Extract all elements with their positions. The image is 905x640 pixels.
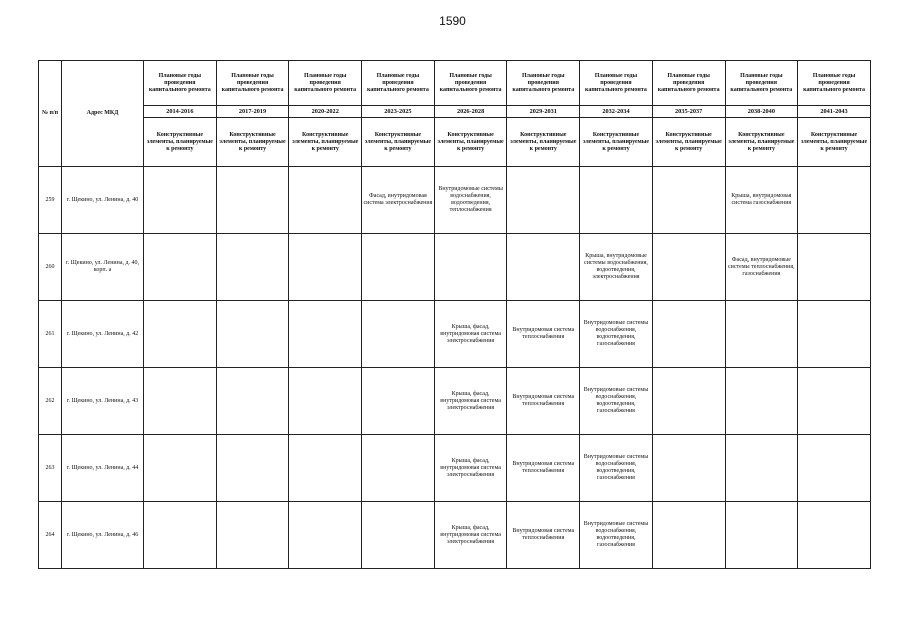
repair-elements-cell [362,502,435,569]
period-years-header: 2014-2016 [144,106,217,118]
repair-elements-cell [362,301,435,368]
period-title-header: Плановые годы проведения капитального ремонта [652,61,725,106]
table-row [39,167,871,234]
repair-elements-cell [507,167,580,234]
repair-elements-cell: Внутридомовые системы водоснабжения, водоотведения, газоснабжения [580,435,653,502]
row-number-cell: 264 [39,502,62,569]
repair-elements-cell: Внутридомовые системы водоснабжения, водоотведения, теплоснабжения [434,167,507,234]
period-years-header: 2035-2037 [652,106,725,118]
repair-elements-cell [362,368,435,435]
table-body [39,167,871,569]
period-elements-header: Конструктивные элементы, планируемые к ремонту [289,118,362,167]
repair-elements-cell [798,368,871,435]
repair-elements-cell [580,167,653,234]
repair-elements-cell [289,167,362,234]
period-years-header: 2026-2028 [434,106,507,118]
repair-elements-cell [652,368,725,435]
repair-elements-cell [362,435,435,502]
repair-elements-cell: Внутридомовые системы водоснабжения, водоотведения, газоснабжения [580,368,653,435]
repair-elements-cell [144,234,217,301]
row-number-cell: 260 [39,234,62,301]
repair-elements-cell [216,368,289,435]
period-title-header: Плановые годы проведения капитального ремонта [507,61,580,106]
period-title-header: Плановые годы проведения капитального ремонта [144,61,217,106]
column-header-address: Адрес МКД [62,61,144,167]
repair-elements-cell [652,435,725,502]
repair-elements-cell [652,234,725,301]
period-years-header: 2032-2034 [580,106,653,118]
period-elements-header: Конструктивные элементы, планируемые к ремонту [216,118,289,167]
repair-elements-cell [289,301,362,368]
repair-elements-cell: Крыша, фасад, внутридомовая система электроснабжения [434,301,507,368]
repair-elements-cell [216,301,289,368]
repair-elements-cell: Фасад, внутридомовые системы теплоснабжения, газоснабжения [725,234,798,301]
repair-elements-cell [144,435,217,502]
repair-elements-cell [144,368,217,435]
repair-elements-cell [216,167,289,234]
period-years-header: 2038-2040 [725,106,798,118]
repair-elements-cell [362,234,435,301]
column-header-number: № п/п [39,61,62,167]
repair-elements-cell: Внутридомовая система теплоснабжения [507,301,580,368]
period-title-header: Плановые годы проведения капитального ремонта [362,61,435,106]
repair-elements-cell [725,368,798,435]
table-header [39,61,871,167]
address-cell: г. Щекино, ул. Ленина, д. 43 [62,368,144,435]
repair-elements-cell: Фасад, внутридомовая система электроснабжения [362,167,435,234]
repair-elements-cell [798,502,871,569]
table-row [39,435,871,502]
repair-elements-cell [144,301,217,368]
repair-elements-cell: Внутридомовая система теплоснабжения [507,368,580,435]
repair-elements-cell [289,502,362,569]
repair-elements-cell: Внутридомовая система теплоснабжения [507,435,580,502]
page-number: 1590 [439,14,466,28]
repair-elements-cell [725,301,798,368]
row-number-cell: 262 [39,368,62,435]
address-cell: г. Щекино, ул. Ленина, д. 40, корп. а [62,234,144,301]
repair-elements-cell [216,435,289,502]
repair-elements-cell: Внутридомовая система теплоснабжения [507,502,580,569]
repair-elements-cell: Крыша, внутридомовые системы водоснабжения, водоотведения, электроснабжения [580,234,653,301]
period-title-header: Плановые годы проведения капитального ремонта [216,61,289,106]
repair-elements-cell [798,167,871,234]
repair-elements-cell [652,502,725,569]
repair-elements-cell: Крыша, фасад, внутридомовая система электроснабжения [434,435,507,502]
period-elements-header: Конструктивные элементы, планируемые к ремонту [798,118,871,167]
repair-elements-cell [725,502,798,569]
period-title-header: Плановые годы проведения капитального ремонта [434,61,507,106]
repair-elements-cell: Крыша, внутридомовая система газоснабжения [725,167,798,234]
repair-elements-cell: Крыша, фасад, внутридомовая система электроснабжения [434,368,507,435]
table-row [39,502,871,569]
period-elements-header: Конструктивные элементы, планируемые к ремонту [144,118,217,167]
repair-elements-cell [798,435,871,502]
period-title-header: Плановые годы проведения капитального ремонта [725,61,798,106]
period-elements-header: Конструктивные элементы, планируемые к ремонту [580,118,653,167]
period-years-header: 2041-2043 [798,106,871,118]
repair-elements-cell [289,368,362,435]
period-years-header: 2017-2019 [216,106,289,118]
repair-elements-cell [434,234,507,301]
repair-elements-cell [507,234,580,301]
header-row-elements [39,118,871,167]
capital-repair-table [38,60,871,569]
address-cell: г. Щекино, ул. Ленина, д. 42 [62,301,144,368]
period-elements-header: Конструктивные элементы, планируемые к ремонту [434,118,507,167]
repair-elements-cell: Крыша, фасад, внутридомовая система электроснабжения [434,502,507,569]
address-cell: г. Щекино, ул. Ленина, д. 44 [62,435,144,502]
repair-elements-cell [725,435,798,502]
repair-elements-cell [144,167,217,234]
period-elements-header: Конструктивные элементы, планируемые к ремонту [725,118,798,167]
repair-elements-cell [798,301,871,368]
repair-elements-cell [798,234,871,301]
period-title-header: Плановые годы проведения капитального ремонта [580,61,653,106]
row-number-cell: 259 [39,167,62,234]
repair-elements-cell [289,234,362,301]
header-row-years [39,106,871,118]
address-cell: г. Щекино, ул. Ленина, д. 46 [62,502,144,569]
period-title-header: Плановые годы проведения капитального ремонта [798,61,871,106]
period-title-header: Плановые годы проведения капитального ремонта [289,61,362,106]
repair-elements-cell [652,301,725,368]
table-row [39,301,871,368]
row-number-cell: 263 [39,435,62,502]
period-elements-header: Конструктивные элементы, планируемые к ремонту [507,118,580,167]
table-row [39,368,871,435]
row-number-cell: 261 [39,301,62,368]
repair-elements-cell: Внутридомовые системы водоснабжения, водоотведения, газоснабжения [580,502,653,569]
period-years-header: 2023-2025 [362,106,435,118]
repair-elements-cell [652,167,725,234]
repair-elements-cell [216,502,289,569]
table-row [39,234,871,301]
period-years-header: 2020-2022 [289,106,362,118]
repair-elements-cell: Внутридомовые системы водоснабжения, водоотведения, газоснабжения [580,301,653,368]
repair-elements-cell [289,435,362,502]
address-cell: г. Щекино, ул. Ленина, д. 40 [62,167,144,234]
period-elements-header: Конструктивные элементы, планируемые к ремонту [362,118,435,167]
repair-elements-cell [216,234,289,301]
repair-elements-cell [144,502,217,569]
header-row-titles [39,61,871,106]
period-elements-header: Конструктивные элементы, планируемые к ремонту [652,118,725,167]
period-years-header: 2029-2031 [507,106,580,118]
